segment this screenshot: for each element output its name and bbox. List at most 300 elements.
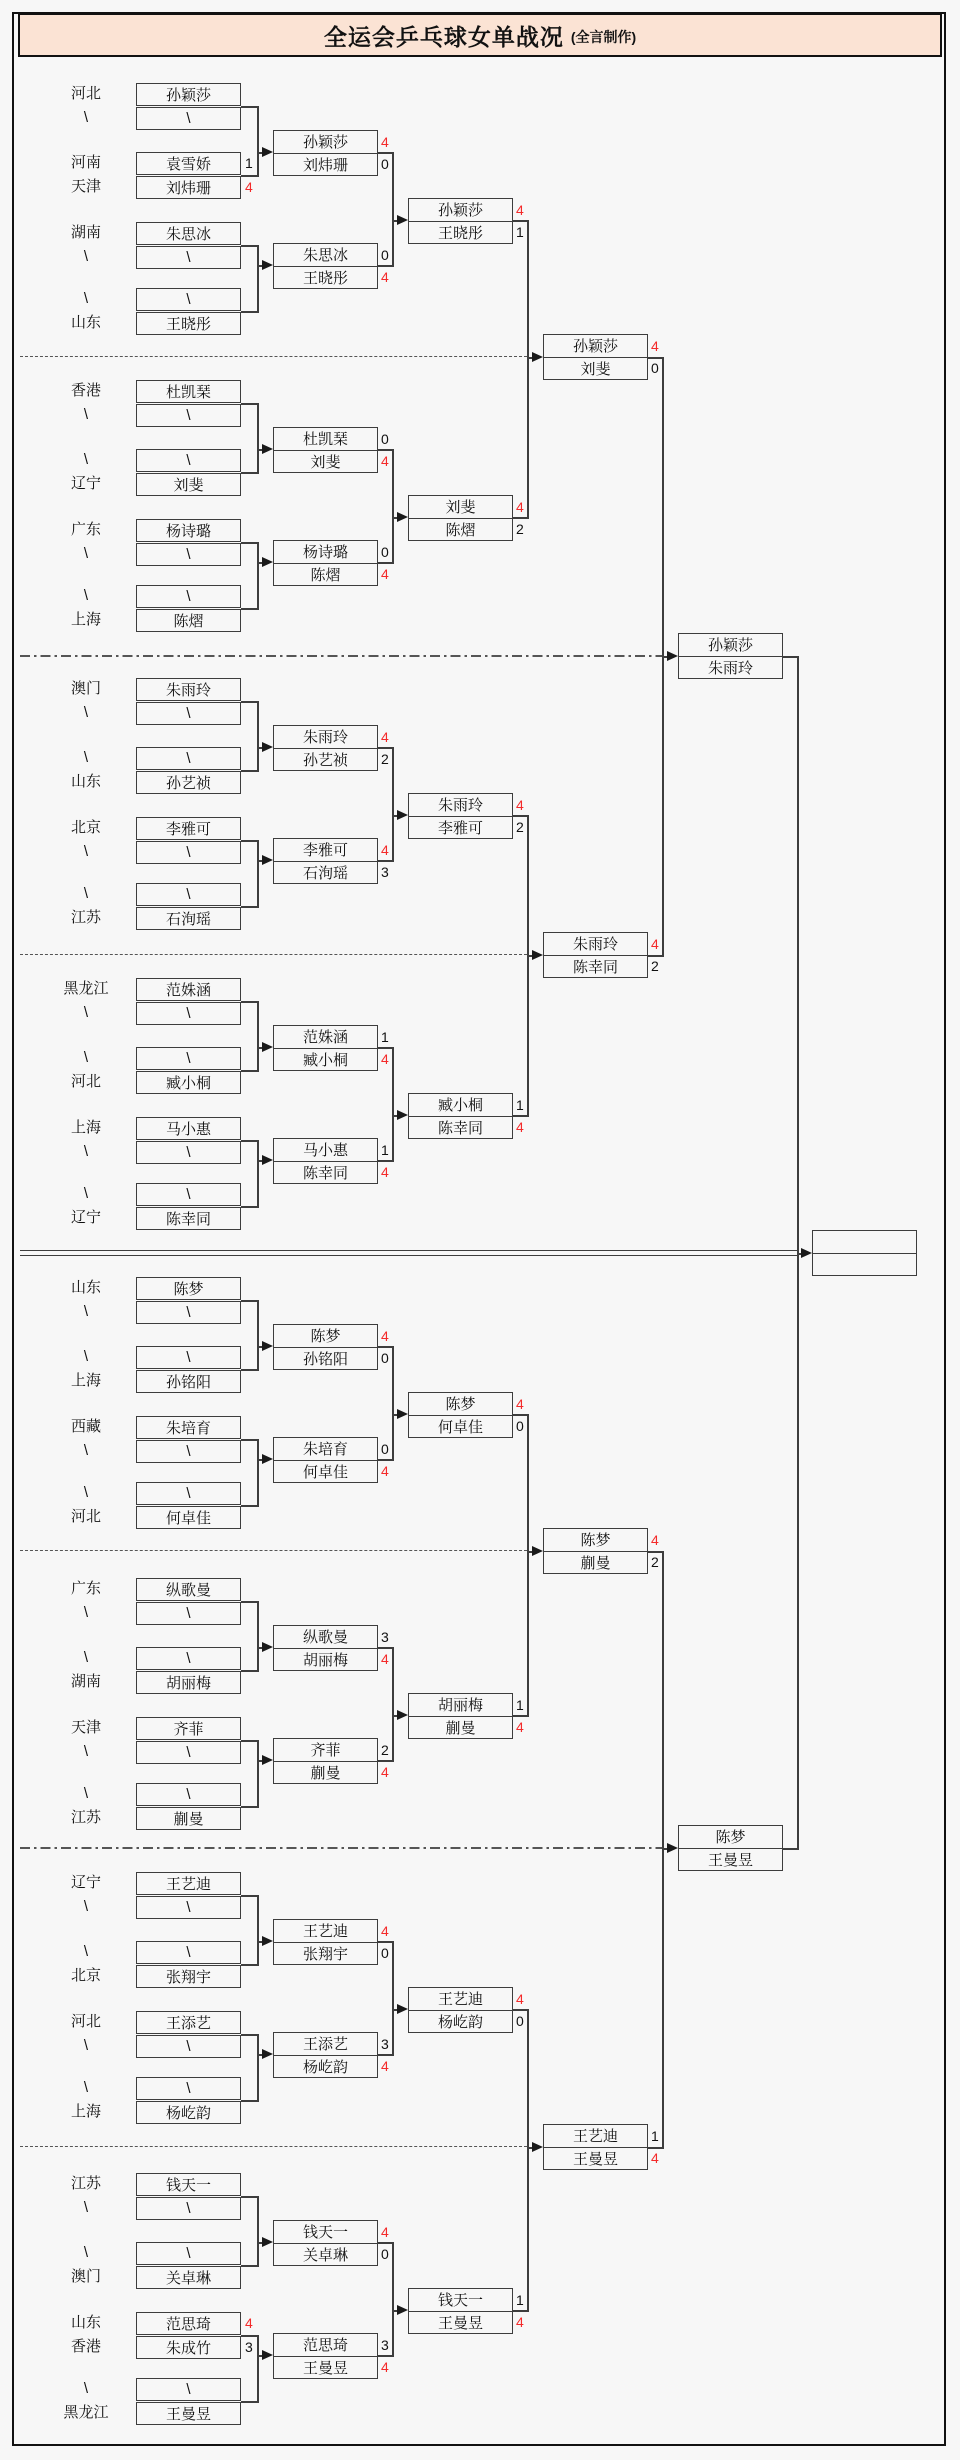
bye-label: \	[83, 749, 89, 766]
match-result-box	[273, 1625, 378, 1671]
connector-line	[241, 608, 259, 610]
score: 1	[651, 2128, 659, 2144]
score: 3	[381, 2337, 389, 2353]
province-label: 黑龙江	[63, 2404, 109, 2421]
bye-box: \	[136, 1301, 241, 1324]
player-row: 王曼昱	[679, 1848, 782, 1871]
arrow-right-icon	[262, 1042, 273, 1052]
player-row: 刘斐	[445, 499, 476, 517]
province-label: 山东	[70, 2314, 101, 2331]
connector-line	[241, 1300, 259, 1302]
player-row: 杨屹韵	[274, 2055, 377, 2078]
player-box: 杨屹韵	[136, 2101, 241, 2124]
arrow-right-icon	[397, 1409, 408, 1419]
score: 4	[381, 1764, 389, 1780]
score: 4	[651, 936, 659, 952]
bye-box: \	[136, 1482, 241, 1505]
connector-line	[241, 840, 259, 842]
bye-label: \	[83, 2244, 89, 2261]
arrow-right-icon	[397, 1710, 408, 1720]
connector-line	[257, 1740, 259, 1808]
player-row: 刘斐	[544, 357, 647, 380]
bye-box: \	[136, 1346, 241, 1369]
player-row: 陈熠	[409, 518, 512, 541]
arrow-right-icon	[262, 1936, 273, 1946]
player-box: 臧小桐	[136, 1071, 241, 1094]
bye-label: \	[83, 885, 89, 902]
arrow-right-icon	[532, 950, 543, 960]
bye-box: \	[136, 585, 241, 608]
score: 4	[516, 2314, 524, 2330]
province-label: 山东	[70, 1279, 101, 1296]
player-row	[813, 1231, 916, 1253]
bye-box: \	[136, 883, 241, 906]
connector-line	[257, 1300, 259, 1371]
score: 4	[651, 1532, 659, 1548]
section-divider	[20, 356, 527, 357]
bye-label: \	[83, 704, 89, 721]
connector-line	[241, 906, 259, 908]
player-row	[813, 1253, 916, 1276]
match-result-box	[273, 2220, 378, 2266]
score: 0	[381, 544, 389, 560]
bye-box: \	[136, 1183, 241, 1206]
score: 4	[381, 269, 389, 285]
player-row: 蒯曼	[544, 1551, 647, 1574]
province-label: 上海	[70, 611, 101, 628]
connector-line	[241, 311, 259, 313]
province-label: 江苏	[70, 909, 101, 926]
bye-label: \	[83, 1785, 89, 1802]
bye-box: \	[136, 2378, 241, 2401]
connector-line	[241, 1601, 259, 1603]
player-row: 孙颖莎	[302, 134, 348, 152]
bye-label: \	[83, 1649, 89, 1666]
score: 1	[245, 155, 253, 171]
player-box: 张翔宇	[136, 1965, 241, 1988]
bye-label: \	[83, 2079, 89, 2096]
player-box: 孙艺祯	[136, 771, 241, 794]
connector-line	[241, 770, 259, 772]
player-box: 范姝涵	[136, 978, 241, 1001]
player-row: 石洵瑶	[274, 861, 377, 884]
arrow-right-icon	[262, 1454, 273, 1464]
bye-label: \	[83, 1049, 89, 1066]
bye-label: \	[83, 2037, 89, 2054]
score: 4	[381, 566, 389, 582]
connector-line	[662, 1551, 664, 2149]
score: 4	[651, 338, 659, 354]
player-box: 朱雨玲	[136, 678, 241, 701]
section-divider	[20, 954, 527, 955]
player-box: 石洵瑶	[136, 907, 241, 930]
connector-line	[257, 701, 259, 772]
bye-label: \	[83, 1604, 89, 1621]
player-row: 范思琦	[302, 2337, 348, 2355]
connector-line	[241, 2196, 259, 2198]
score: 4	[516, 1991, 524, 2007]
player-box: 王添艺	[136, 2011, 241, 2034]
province-label: 澳门	[70, 680, 101, 697]
player-box: 王曼昱	[136, 2402, 241, 2425]
bye-label: \	[83, 2199, 89, 2216]
bye-box: \	[136, 1647, 241, 1670]
arrow-right-icon	[397, 810, 408, 820]
player-row: 孙颖莎	[572, 338, 618, 356]
province-label: 上海	[70, 2103, 101, 2120]
bye-box: \	[136, 1783, 241, 1806]
bye-box: \	[136, 246, 241, 269]
score: 3	[381, 2036, 389, 2052]
bye-label: \	[83, 1898, 89, 1915]
score: 4	[651, 2150, 659, 2166]
bye-label: \	[83, 1143, 89, 1160]
score: 4	[381, 1328, 389, 1344]
player-box: 陈梦	[136, 1277, 241, 1300]
province-label: 上海	[70, 1372, 101, 1389]
player-row: 陈梦	[310, 1328, 341, 1346]
score: 1	[381, 1029, 389, 1045]
arrow-right-icon	[262, 557, 273, 567]
score: 0	[381, 1945, 389, 1961]
province-label: 山东	[70, 314, 101, 331]
arrow-right-icon	[262, 1341, 273, 1351]
score: 4	[381, 2058, 389, 2074]
bye-box: \	[136, 2077, 241, 2100]
province-label: 辽宁	[70, 475, 101, 492]
score: 1	[516, 1697, 524, 1713]
province-label: 澳门	[70, 2268, 101, 2285]
score: 0	[381, 247, 389, 263]
bye-box: \	[136, 107, 241, 130]
match-result-box	[408, 1693, 513, 1739]
player-row: 钱天一	[302, 2224, 348, 2242]
player-row: 王曼昱	[274, 2356, 377, 2379]
arrow-right-icon	[667, 651, 678, 661]
match-result-box	[273, 130, 378, 176]
match-result-box	[273, 2032, 378, 2078]
bye-box: \	[136, 2242, 241, 2265]
player-row: 纵歌曼	[302, 1629, 348, 1647]
bye-box: \	[136, 841, 241, 864]
bye-box: \	[136, 2197, 241, 2220]
score: 4	[381, 2359, 389, 2375]
province-label: 天津	[70, 1719, 101, 1736]
arrow-right-icon	[667, 1843, 678, 1853]
province-label: 黑龙江	[63, 980, 109, 997]
score: 4	[381, 1463, 389, 1479]
connector-line	[527, 220, 529, 519]
player-row: 孙艺祯	[274, 748, 377, 771]
score: 4	[245, 2315, 253, 2331]
province-label: 河南	[70, 154, 101, 171]
bye-label: \	[83, 1004, 89, 1021]
player-box: 王艺迪	[136, 1872, 241, 1895]
player-row: 陈幸同	[409, 1116, 512, 1139]
bye-box: \	[136, 404, 241, 427]
bye-label: \	[83, 1348, 89, 1365]
bye-box: \	[136, 747, 241, 770]
connector-line	[241, 2265, 259, 2267]
player-row: 王添艺	[302, 2036, 348, 2054]
player-row: 杨诗璐	[302, 544, 348, 562]
match-result-box	[543, 1528, 648, 1574]
connector-line	[241, 542, 259, 544]
player-box: 李雅可	[136, 817, 241, 840]
arrow-right-icon	[262, 1755, 273, 1765]
match-result-box	[408, 1093, 513, 1139]
connector-line	[257, 2196, 259, 2267]
score: 4	[381, 134, 389, 150]
player-row: 朱雨玲	[679, 656, 782, 679]
arrow-right-icon	[262, 2237, 273, 2247]
match-result-box	[273, 1738, 378, 1784]
score: 4	[516, 1396, 524, 1412]
arrow-right-icon	[532, 2142, 543, 2152]
province-label: 辽宁	[70, 1874, 101, 1891]
bye-box: \	[136, 2035, 241, 2058]
player-box: 胡丽梅	[136, 1671, 241, 1694]
score: 0	[381, 2246, 389, 2262]
bye-box: \	[136, 1440, 241, 1463]
bye-label: \	[83, 1484, 89, 1501]
connector-line	[241, 245, 259, 247]
connector-line	[257, 840, 259, 908]
match-result-box	[273, 1437, 378, 1483]
player-row: 孙铭阳	[274, 1347, 377, 1370]
match-result-box	[273, 725, 378, 771]
province-label: 江苏	[70, 2175, 101, 2192]
connector-line	[257, 245, 259, 313]
player-row: 王艺迪	[302, 1923, 348, 1941]
province-label: 上海	[70, 1119, 101, 1136]
player-row: 朱雨玲	[572, 936, 618, 954]
province-label: 山东	[70, 773, 101, 790]
player-row: 朱思冰	[302, 247, 348, 265]
province-label: 辽宁	[70, 1209, 101, 1226]
bye-label: \	[83, 248, 89, 265]
province-label: 香港	[70, 382, 101, 399]
bye-label: \	[83, 1442, 89, 1459]
player-box: 马小惠	[136, 1117, 241, 1140]
connector-line	[241, 106, 259, 108]
score: 4	[381, 453, 389, 469]
player-box: 陈熠	[136, 609, 241, 632]
section-divider	[20, 2146, 527, 2147]
player-box: 朱培育	[136, 1416, 241, 1439]
score: 2	[651, 958, 659, 974]
score: 3	[245, 2339, 253, 2355]
player-row: 孙颖莎	[707, 637, 753, 655]
player-row: 张翔宇	[274, 1942, 377, 1965]
score: 4	[245, 179, 253, 195]
score: 3	[381, 1629, 389, 1645]
bye-box: \	[136, 288, 241, 311]
connector-line	[241, 2401, 259, 2403]
province-label: 河北	[70, 2013, 101, 2030]
quarter-divider	[20, 655, 662, 657]
province-label: 河北	[70, 85, 101, 102]
connector-line	[241, 2034, 259, 2036]
bye-label: \	[83, 843, 89, 860]
arrow-right-icon	[262, 2049, 273, 2059]
match-result-box	[273, 1138, 378, 1184]
score: 2	[651, 1554, 659, 1570]
match-result-box	[408, 2288, 513, 2334]
score: 1	[516, 224, 524, 240]
arrow-right-icon	[397, 2004, 408, 2014]
semifinal-box	[678, 1825, 783, 1871]
province-label: 江苏	[70, 1809, 101, 1826]
bye-box: \	[136, 1047, 241, 1070]
score: 4	[381, 1164, 389, 1180]
score: 0	[381, 1350, 389, 1366]
province-label: 湖南	[70, 224, 101, 241]
bye-box: \	[136, 1002, 241, 1025]
arrow-right-icon	[532, 1546, 543, 1556]
bye-label: \	[83, 451, 89, 468]
score: 2	[381, 1742, 389, 1758]
bye-label: \	[83, 587, 89, 604]
bye-label: \	[83, 406, 89, 423]
match-result-box	[408, 1987, 513, 2033]
province-label: 西藏	[70, 1418, 101, 1435]
player-box: 范思琦	[136, 2312, 241, 2335]
score: 4	[381, 842, 389, 858]
player-row: 陈熠	[274, 563, 377, 586]
connector-line	[241, 1505, 259, 1507]
bye-box: \	[136, 1941, 241, 1964]
bye-label: \	[83, 1943, 89, 1960]
bye-box: \	[136, 1141, 241, 1164]
player-row: 臧小桐	[274, 1048, 377, 1071]
player-box: 袁雪娇	[136, 152, 241, 175]
arrow-right-icon	[532, 352, 543, 362]
player-box: 刘炜珊	[136, 176, 241, 199]
connector-line	[527, 1414, 529, 1717]
score: 4	[516, 202, 524, 218]
score: 4	[381, 1051, 389, 1067]
score: 1	[516, 1097, 524, 1113]
score: 0	[381, 1441, 389, 1457]
player-box: 孙铭阳	[136, 1370, 241, 1393]
arrow-right-icon	[262, 742, 273, 752]
match-result-box	[543, 334, 648, 380]
connector-line	[241, 1670, 259, 1672]
player-box: 钱天一	[136, 2173, 241, 2196]
match-result-box	[408, 793, 513, 839]
score: 2	[516, 521, 524, 537]
player-box: 纵歌曼	[136, 1578, 241, 1601]
player-box: 杜凯琹	[136, 380, 241, 403]
connector-line	[257, 2034, 259, 2102]
player-row: 刘斐	[274, 450, 377, 473]
connector-line	[257, 542, 259, 610]
player-row: 范姝涵	[302, 1029, 348, 1047]
score: 3	[381, 864, 389, 880]
page-subtitle: (全言制作)	[570, 28, 637, 45]
player-row: 王晓彤	[274, 266, 377, 289]
score: 0	[516, 1418, 524, 1434]
player-row: 朱雨玲	[437, 797, 483, 815]
connector-line	[241, 1140, 259, 1142]
bye-label: \	[83, 1303, 89, 1320]
connector-line	[241, 403, 259, 405]
connector-line	[257, 1439, 259, 1507]
player-row: 马小惠	[302, 1142, 348, 1160]
player-box: 何卓佳	[136, 1506, 241, 1529]
player-row: 陈梦	[445, 1396, 476, 1414]
player-box: 蒯曼	[136, 1807, 241, 1830]
score: 0	[651, 360, 659, 376]
province-label: 河北	[70, 1508, 101, 1525]
arrow-right-icon	[397, 512, 408, 522]
province-label: 天津	[70, 178, 101, 195]
player-box: 王晓彤	[136, 312, 241, 335]
match-result-box	[273, 540, 378, 586]
player-box: 关卓琳	[136, 2266, 241, 2289]
arrow-right-icon	[801, 1248, 812, 1258]
province-label: 河北	[70, 1073, 101, 1090]
connector-line	[527, 815, 529, 1117]
connector-line	[241, 1206, 259, 1208]
score: 4	[381, 1651, 389, 1667]
player-row: 胡丽梅	[274, 1648, 377, 1671]
score: 0	[381, 156, 389, 172]
bye-box: \	[136, 1896, 241, 1919]
player-row: 陈梦	[715, 1829, 746, 1847]
connector-line	[241, 1369, 259, 1371]
bye-label: \	[83, 1743, 89, 1760]
arrow-right-icon	[262, 2350, 273, 2360]
match-result-box	[273, 243, 378, 289]
player-box: 杨诗璐	[136, 519, 241, 542]
province-label: 香港	[70, 2338, 101, 2355]
connector-line	[241, 1439, 259, 1441]
connector-line	[241, 2100, 259, 2102]
connector-line	[241, 1740, 259, 1742]
match-result-box	[543, 932, 648, 978]
score: 1	[381, 1142, 389, 1158]
connector-line	[257, 1895, 259, 1966]
final-match-box	[812, 1230, 917, 1276]
player-row: 王艺迪	[572, 2128, 618, 2146]
quarter-divider	[20, 1847, 662, 1849]
player-row: 何卓佳	[409, 1415, 512, 1438]
match-result-box	[408, 198, 513, 244]
player-row: 杨屹韵	[409, 2010, 512, 2033]
player-row: 王曼昱	[409, 2311, 512, 2334]
connector-line	[257, 403, 259, 474]
semifinal-box	[678, 633, 783, 679]
province-label: 广东	[70, 521, 101, 538]
player-box: 陈幸同	[136, 1207, 241, 1230]
arrow-right-icon	[262, 147, 273, 157]
score: 4	[381, 729, 389, 745]
bye-label: \	[83, 109, 89, 126]
player-row: 朱雨玲	[302, 729, 348, 747]
player-row: 李雅可	[302, 842, 348, 860]
half-divider	[20, 1250, 797, 1256]
player-box: 孙颖莎	[136, 83, 241, 106]
arrow-right-icon	[397, 215, 408, 225]
connector-line	[241, 1806, 259, 1808]
section-divider	[20, 1550, 527, 1551]
connector-line	[257, 1140, 259, 1208]
match-result-box	[273, 427, 378, 473]
player-row: 蒯曼	[409, 1716, 512, 1739]
match-result-box	[408, 495, 513, 541]
